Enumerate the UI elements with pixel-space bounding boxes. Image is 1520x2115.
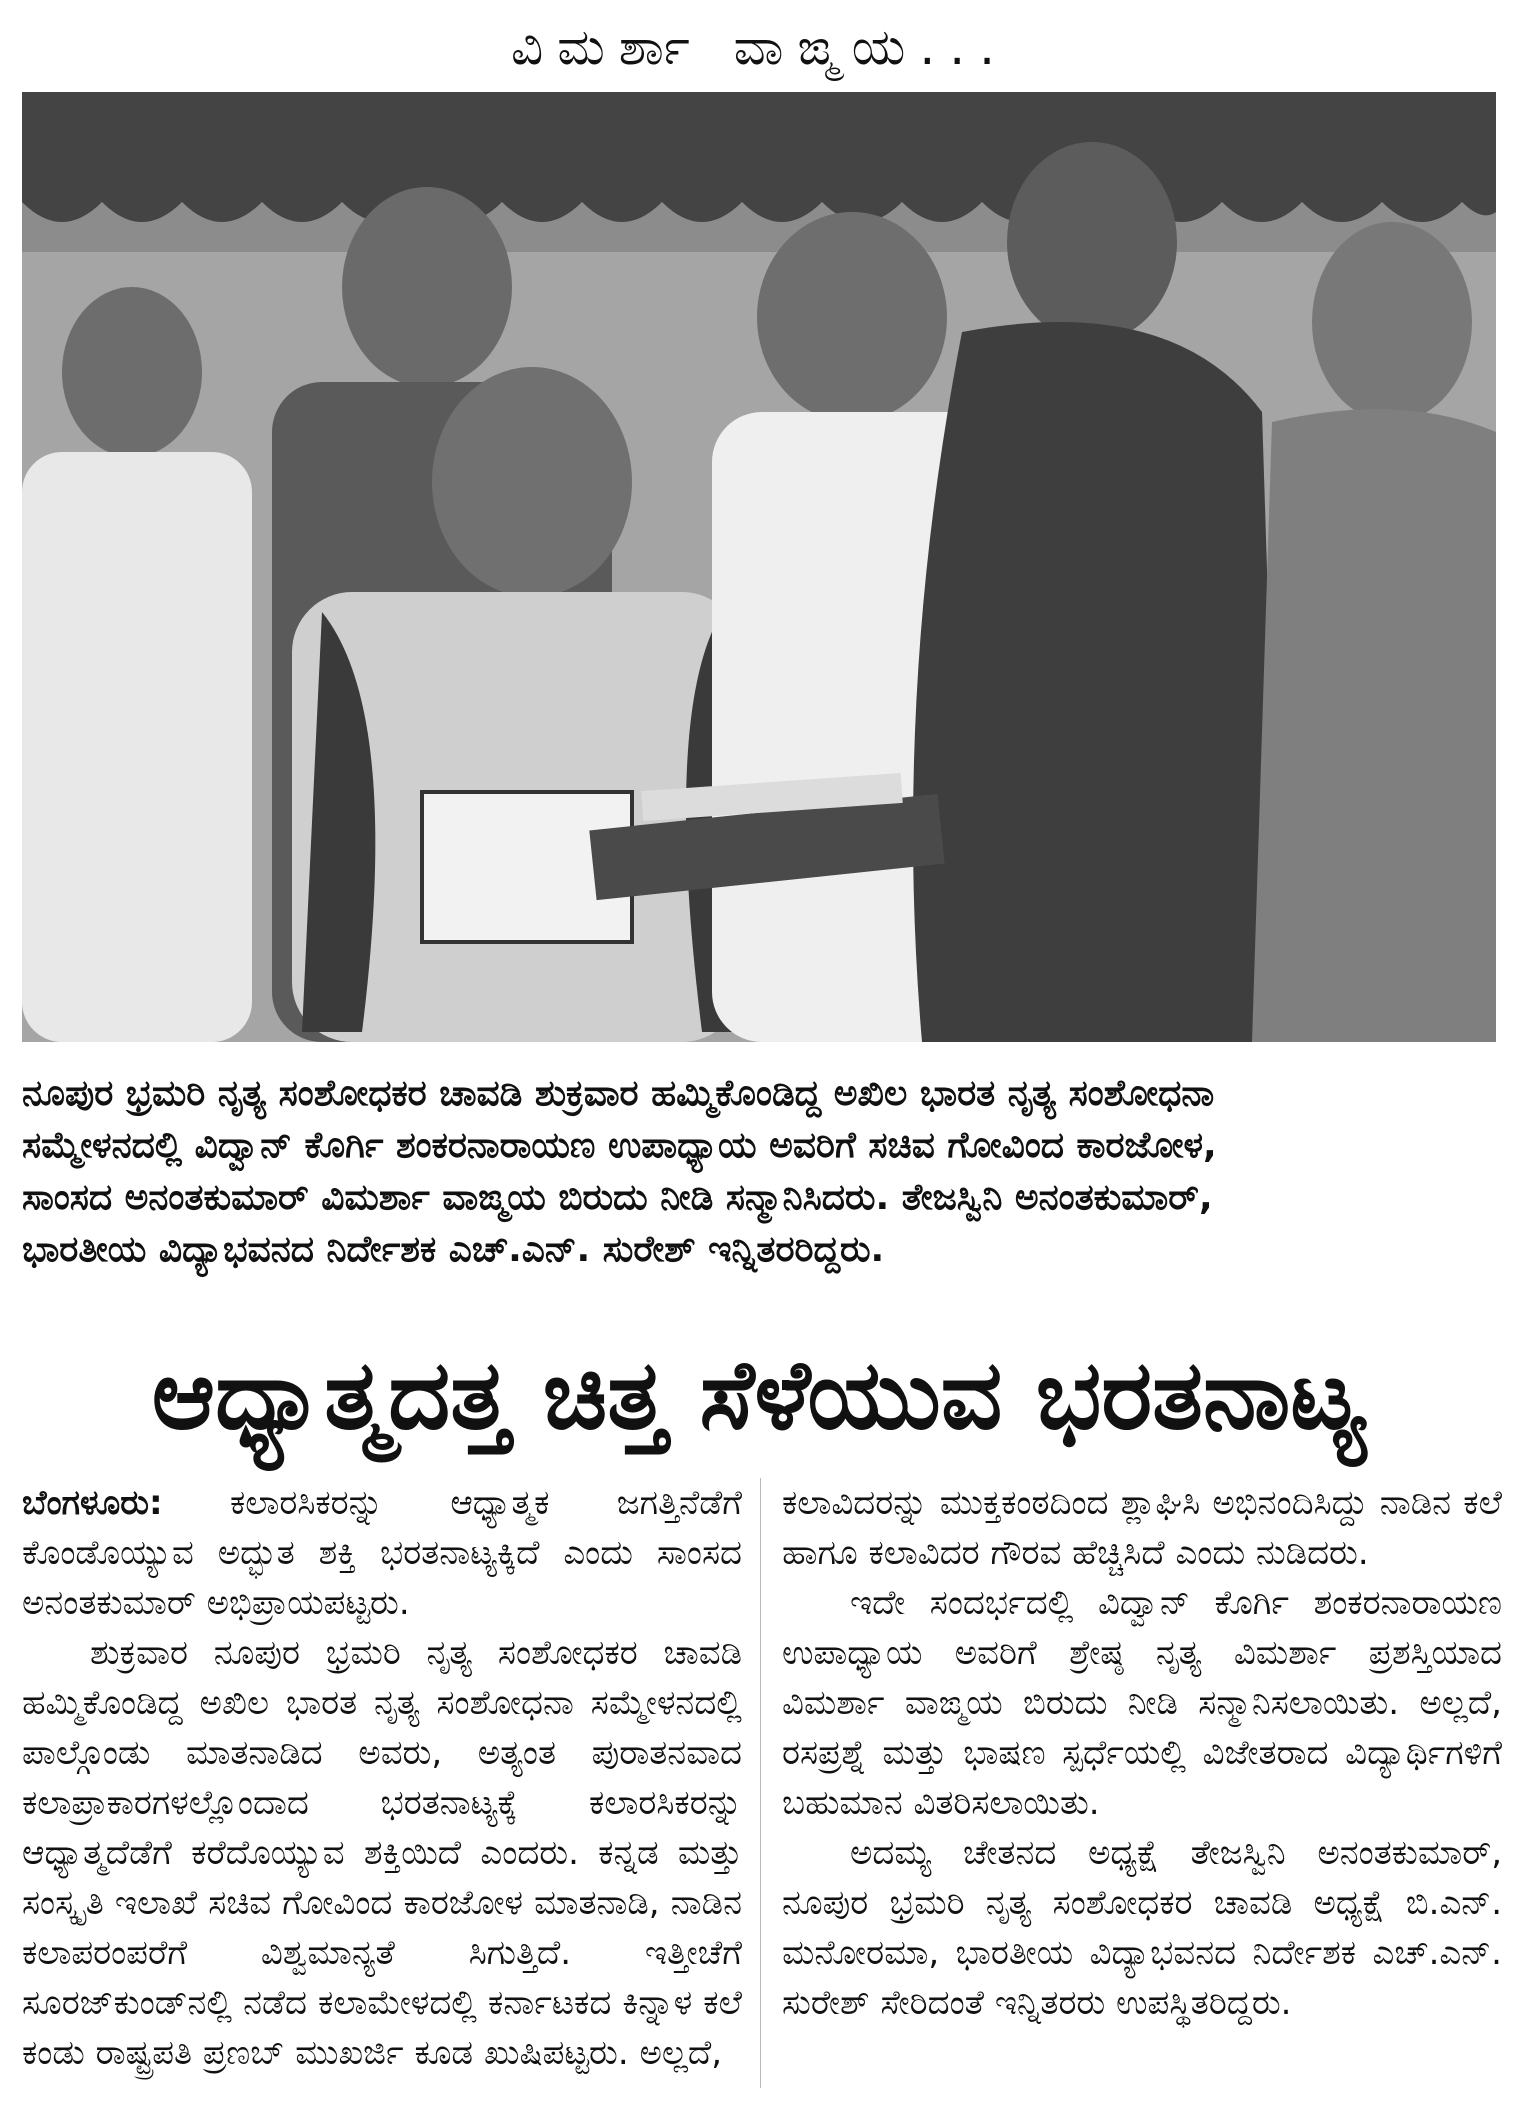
photo-caption <box>22 1068 1496 1276</box>
article-column-left <box>22 1478 742 2078</box>
article-column-right <box>782 1478 1502 2028</box>
caption-line-3: ಸಾಂಸದ ಅನಂತಕುಮಾರ್ ವಿಮರ್ಶಾ ವಾಙ್ಮಯ ಬಿರುದು ನೀಡಿ ಸನ್ಮಾನಿಸಿದರು. ತೇಜಸ್ವಿನಿ ಅನಂತಕುಮಾರ್, <box>22 1177 1213 1218</box>
article-paragraph-4: ಇದೇ ಸಂದರ್ಭದಲ್ಲಿ ವಿದ್ವಾನ್ ಕೊರ್ಗಿ ಶಂಕರನಾರಾಯಣ ಉಪಾಧ್ಯಾಯ ಅವರಿಗೆ ಶ್ರೇಷ್ಠ ನೃತ್ಯ ವಿಮರ್ಶಾ ಪ್ರಶಸ್ತಿಯಾದ ವಿಮರ್ಶಾ ವಾಙ್ಮಯ ಬಿರುದು ನೀಡಿ ಸನ್ಮಾನಿಸಲಾಯಿತು. ಅಲ್ಲದೆ, ರಸಪ್ರಶ್ನೆ ಮತ್ತು ಭಾಷಣ ಸ್ಪರ್ಧೆಯಲ್ಲಿ ವಿಜೇತರಾದ ವಿದ್ಯಾರ್ಥಿಗಳಿಗೆ ಬಹುಮಾನ ವಿತರಿಸಲಾಯಿತು. <box>782 1583 1502 1823</box>
caption-line-1: ನೂಪುರ ಭ್ರಮರಿ ನೃತ್ಯ ಸಂಶೋಧಕರ ಚಾವಡಿ ಶುಕ್ರವಾರ ಹಮ್ಮಿಕೊಂಡಿದ್ದ ಅಖಿಲ ಭಾರತ ನೃತ್ಯ ಸಂಶೋಧನಾ <box>22 1073 1215 1114</box>
lead-text: ಕಲಾರಸಿಕರನ್ನು ಆಧ್ಯಾತ್ಮಕ ಜಗತ್ತಿನೆಡೆಗೆ ಕೊಂಡೊಯ್ಯುವ ಅದ್ಭುತ ಶಕ್ತಿ ಭರತನಾಟ್ಯಕ್ಕಿದೆ ಎಂದು ಸಾಂಸದ ಅನಂತಕುಮಾರ್ ಅಭಿಪ್ರಾಯಪಟ್ಟರು. <box>22 1483 742 1623</box>
article-paragraph-5: ಅದಮ್ಯ ಚೇತನದ ಅಧ್ಯಕ್ಷೆ ತೇಜಸ್ವಿನಿ ಅನಂತಕುಮಾರ್, ನೂಪುರ ಭ್ರಮರಿ ನೃತ್ಯ ಸಂಶೋಧಕರ ಚಾವಡಿ ಅಧ್ಯಕ್ಷೆ ಬಿ.ಎನ್. ಮನೋರಮಾ, ಭಾರತೀಯ ವಿದ್ಯಾಭವನದ ನಿರ್ದೇಶಕ ಎಚ್.ಎನ್. ಸುರೇಶ್ ಸೇರಿದಂತೆ ಇನ್ನಿತರರು ಉಪಸ್ಥಿತರಿದ್ದರು. <box>782 1833 1502 2023</box>
dateline: ಬೆಂಗಳೂರು: <box>22 1483 163 1523</box>
article-headline: ಆಧ್ಯಾತ್ಮದತ್ತ ಚಿತ್ತ ಸೆಳೆಯುವ ಭರತನಾಟ್ಯ <box>151 1339 1367 1451</box>
caption-line-2: ಸಮ್ಮೇಳನದಲ್ಲಿ ವಿದ್ವಾನ್ ಕೊರ್ಗಿ ಶಂಕರನಾರಾಯಣ ಉಪಾಧ್ಯಾಯ ಅವರಿಗೆ ಸಚಿವ ಗೋವಿಂದ ಕಾರಜೋಳ, <box>22 1125 1217 1166</box>
news-photo <box>22 92 1496 1042</box>
article-paragraph-1 <box>22 1478 742 1628</box>
column-divider <box>760 1478 761 2088</box>
article-paragraph-3: ಕಲಾವಿದರನ್ನು ಮುಕ್ತಕಂಠದಿಂದ ಶ್ಲಾಘಿಸಿ ಅಭಿನಂದಿಸಿದ್ದು ನಾಡಿನ ಕಲೆ ಹಾಗೂ ಕಲಾವಿದರ ಗೌರವ ಹೆಚ್ಚಿಸಿದೆ ಎಂದು ನುಡಿದರು. <box>782 1483 1502 1573</box>
article-paragraph-2: ಶುಕ್ರವಾರ ನೂಪುರ ಭ್ರಮರಿ ನೃತ್ಯ ಸಂಶೋಧಕರ ಚಾವಡಿ ಹಮ್ಮಿಕೊಂಡಿದ್ದ ಅಖಿಲ ಭಾರತ ನೃತ್ಯ ಸಂಶೋಧನಾ ಸಮ್ಮೇಳನದಲ್ಲಿ ಪಾಲ್ಗೊಂಡು ಮಾತನಾಡಿದ ಅವರು, ಅತ್ಯಂತ ಪುರಾತನವಾದ ಕಲಾಪ್ರಾಕಾರಗಳಲ್ಲೊಂದಾದ ಭರತನಾಟ್ಯಕ್ಕೆ ಕಲಾರಸಿಕರನ್ನು ಆಧ್ಯಾತ್ಮದೆಡೆಗೆ ಕರೆದೊಯ್ಯುವ ಶಕ್ತಿಯಿದೆ ಎಂದರು. ಕನ್ನಡ ಮತ್ತು ಸಂಸ್ಕೃತಿ ಇಲಾಖೆ ಸಚಿವ ಗೋವಿಂದ ಕಾರಜೋಳ ಮಾತನಾಡಿ, ನಾಡಿನ ಕಲಾಪರಂಪರೆಗೆ ವಿಶ್ವಮಾನ್ಯತೆ ಸಿಗುತ್ತಿದೆ. ಇತ್ತೀಚೆಗೆ ಸೂರಜ್‌ಕುಂಡ್‌ನಲ್ಲಿ ನಡೆದ ಕಲಾಮೇಳದಲ್ಲಿ ಕರ್ನಾಟಕದ ಕಿನ್ನಾಳ ಕಲೆ ಕಂಡು ರಾಷ್ಟ್ರಪತಿ ಪ್ರಣಬ್ ಮುಖರ್ಜಿ ಕೂಡ ಖುಷಿಪಟ್ಟರು. ಅಲ್ಲದೆ, <box>22 1633 742 2073</box>
award-ceremony-photo <box>22 92 1496 1042</box>
section-kicker: ವಿಮರ್ಶಾ ವಾಙ್ಮಯ... <box>510 18 1010 76</box>
caption-line-4: ಭಾರತೀಯ ವಿದ್ಯಾಭವನದ ನಿರ್ದೇಶಕ ಎಚ್.ಎನ್. ಸುರೇಶ್ ಇನ್ನಿತರರಿದ್ದರು. <box>22 1229 885 1270</box>
